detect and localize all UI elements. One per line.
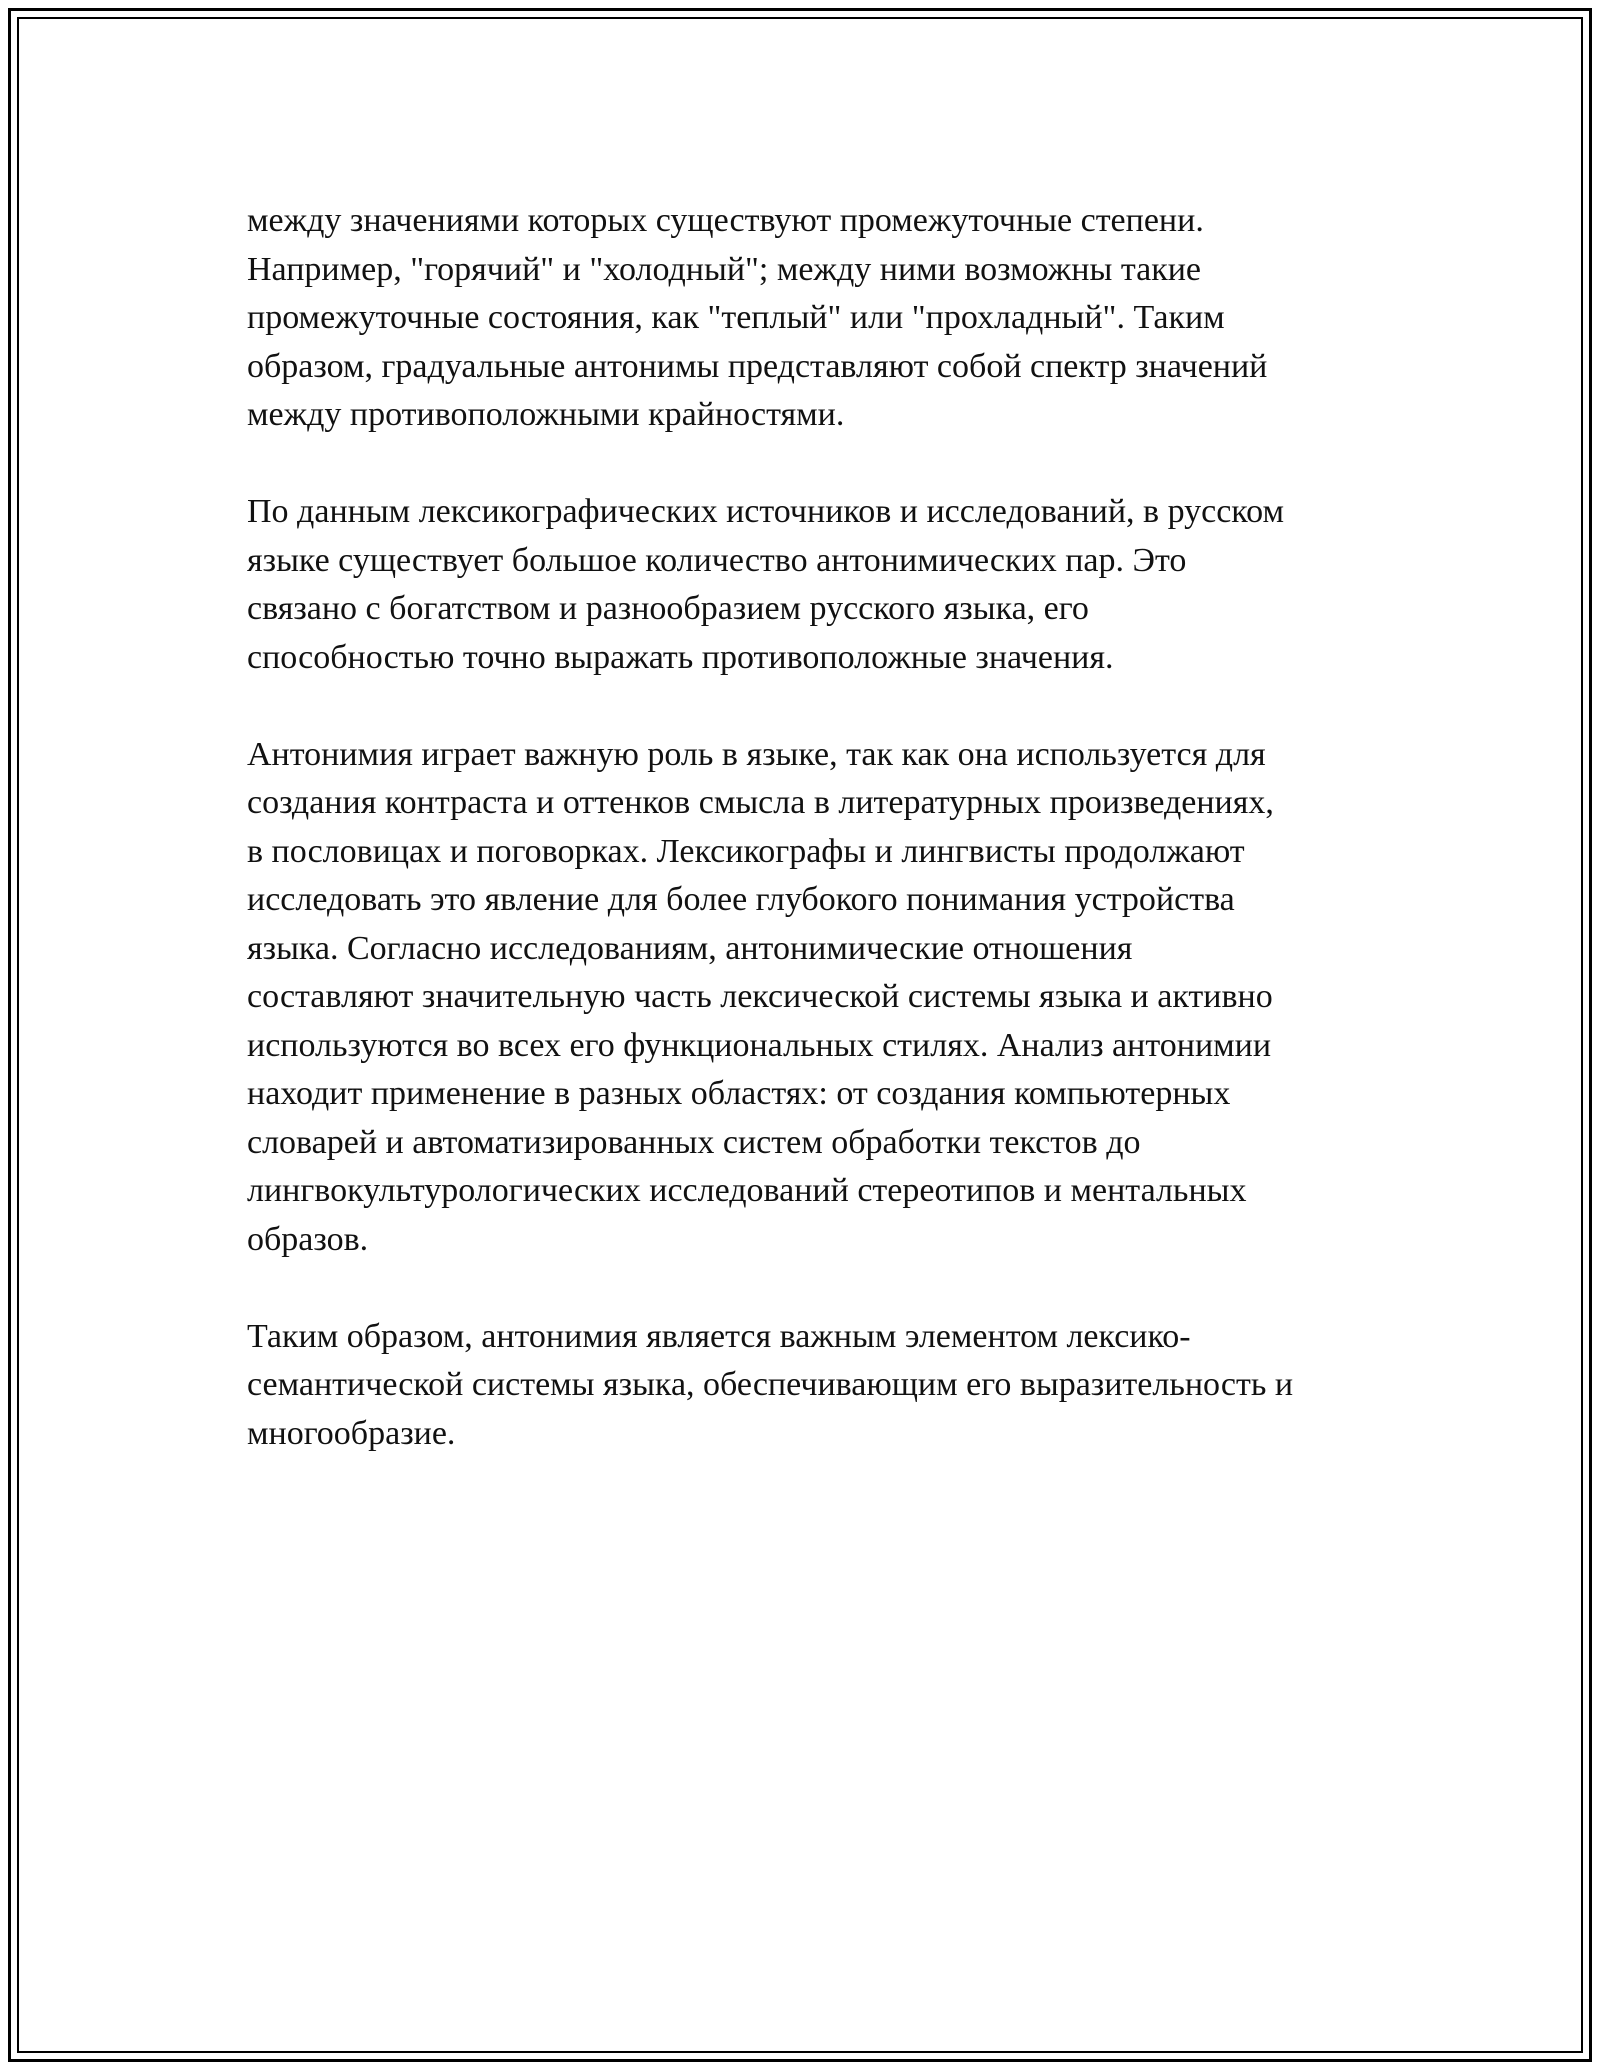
document-page [8,8,1592,2062]
paragraph-gradual-antonyms: между значениями которых существуют промежуточные степени. Например, "горячий" и "холодный"; между ними возможны такие промежуточные состояния, как "теплый" или "прохладный". Таким образом, градуальные антонимы представляют собой спектр значений между противоположными крайностями. [247,202,1268,433]
paragraph-conclusion: Таким образом, антонимия является важным элементом лексико- семантической системы языка, обеспечивающим его выразительность и многообразие. [247,1317,1294,1452]
paragraph-role-of-antonymy: Антонимия играет важную роль в языке, так как она используется для создания контраста и оттенков смысла в литературных произведениях, в пословицах и поговорках. Лексикографы и лингвисты продолжают исследовать это явление для более глубокого понимания устройства языка. Согласно исследованиям, антонимические отношения составляют значительную часть лексической системы языка и активно используются во всех его функциональных стилях. Анализ антонимии находит применение в разных областях: от создания компьютерных словарей и автоматизированных систем обработки текстов до лингвокультурологических исследований стереотипов и ментальных образов. [247,735,1274,1258]
paragraph-lexicographic-sources: По данным лексикографических источников и исследований, в русском языке существует большое количество антонимических пар. Это связано с богатством и разнообразием русского языка, его способностью точно выражать противоположные значения. [247,493,1284,676]
document-body [247,197,1387,1507]
